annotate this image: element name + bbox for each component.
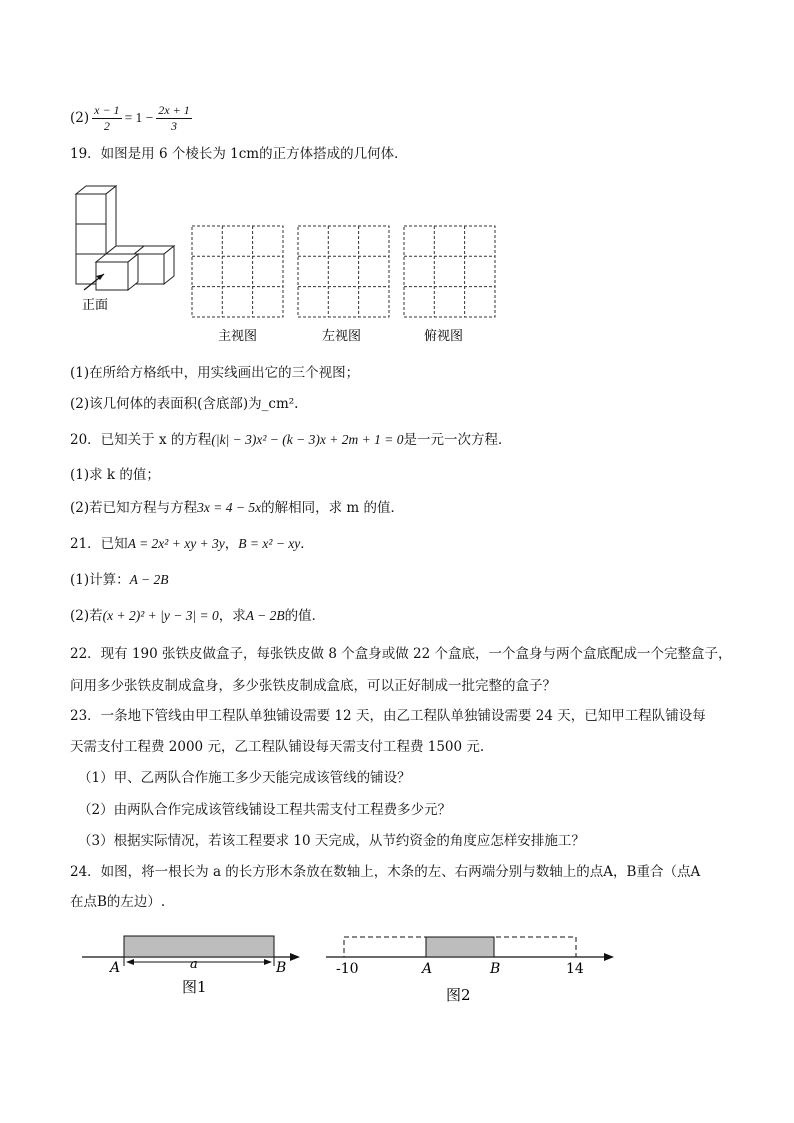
label-right-value: 14 <box>566 961 584 977</box>
grid-label-left: 左视图 <box>322 329 362 344</box>
q18-part2 <box>70 103 754 134</box>
label-a: A <box>110 960 121 976</box>
label-length: a <box>190 957 198 972</box>
q21-expr-b: B = x² − xy <box>238 536 301 551</box>
q20-sub2 <box>70 498 754 518</box>
q21-title-post: ． <box>300 536 314 552</box>
arrow-left-icon <box>126 959 134 965</box>
q20-title <box>70 430 754 450</box>
axis-arrow-icon <box>604 953 614 961</box>
label-b: B <box>276 960 287 976</box>
q19-sub2: (2)该几何体的表面积(含底部)为_cm². <box>70 396 299 412</box>
fraction-rhs <box>156 103 191 134</box>
q21-sub2-expr: (x + 2)² + |y − 3| = 0 <box>102 608 219 623</box>
wood-strip <box>426 937 494 957</box>
q23-sub2: （2）由两队合作完成该管线铺设工程共需支付工程费多少元？ <box>78 802 452 818</box>
cube-back-2 <box>76 194 106 224</box>
grid-label-top: 俯视图 <box>424 329 464 344</box>
cube-back-1 <box>76 224 106 254</box>
label-a: A <box>422 961 433 977</box>
q24-figure-2 <box>322 930 622 1010</box>
axis-arrow-icon <box>290 953 300 961</box>
q23-line2: 天需支付工程费 2000 元，乙工程队铺设每天需支付工程费 1500 元. <box>70 739 485 755</box>
grid-front-view <box>192 226 283 317</box>
view-grids <box>192 226 495 317</box>
q23-sub3: （3）根据实际情况，若该工程要求 10 天完成，从节约资金的角度应怎样安排施工？ <box>78 833 585 849</box>
q21-sub2 <box>70 606 754 626</box>
q20-sub2-equation: 3x = 4 − 5x <box>197 500 262 515</box>
label-b: B <box>490 961 501 977</box>
cube-stack <box>76 186 174 290</box>
cube-side-face <box>106 186 116 254</box>
q22-line1: 22．现有 190 张铁皮做盒子，每张铁皮做 8 个盒身或做 22 个盒底，一个盒身与两个盒底配成一个完整盒子， <box>70 646 732 662</box>
fraction-numerator: x − 1 <box>94 103 120 117</box>
q18-part2-label: (2) <box>70 110 90 126</box>
caption-fig2: 图2 <box>446 986 471 1004</box>
q24-figure-1 <box>78 930 308 1000</box>
q21-sub2-mid: ，求 <box>218 608 246 624</box>
arrow-right-icon <box>264 959 272 965</box>
q21-sub1 <box>70 570 754 590</box>
q20-sub2-pre: (2)若已知方程与方程 <box>70 500 198 516</box>
q21-title <box>70 534 754 554</box>
q20-sub1: (1)求 k 的值； <box>70 467 160 483</box>
q21-sub1-expr: A − 2B <box>129 572 169 587</box>
q21-expr-a: A = 2x² + xy + 3y <box>127 536 225 551</box>
q19-title: 19．如图是用 6 个棱长为 1cm的正方体搭成的几何体． <box>70 146 408 162</box>
q20-title-post: 是一元一次方程． <box>403 432 512 448</box>
q24-line2: 在点B的左边）. <box>70 894 166 910</box>
label-left-value: -10 <box>336 961 359 977</box>
equation-middle: = 1 − <box>124 110 154 125</box>
fraction-denominator: 2 <box>103 119 110 133</box>
q19-figure <box>70 180 570 350</box>
q23-line1: 23．一条地下管线由甲工程队单独铺设需要 12 天，由乙工程队单独铺设需要 24 天，已知甲工程队铺设每 <box>70 708 706 724</box>
grid-top-view <box>404 226 495 317</box>
q20-sub2-post: 的解相同，求 m 的值． <box>261 500 404 516</box>
front-label: 正面 <box>82 298 109 313</box>
q21-title-pre: 21．已知 <box>70 536 128 552</box>
q20-equation: (|k| − 3)x² − (k − 3)x + 2m + 1 = 0 <box>211 432 404 447</box>
q21-sub2-pre: (2)若 <box>70 608 103 624</box>
q21-sub2-expr2: A − 2B <box>245 608 285 623</box>
wood-strip <box>124 936 274 957</box>
q21-sub1-pre: (1)计算： <box>70 572 130 588</box>
q24-line1: 24．如图，将一根长为 a 的长方形木条放在数轴上，木条的左、右两端分别与数轴上的点A，B重合（点A <box>70 864 701 880</box>
fraction-numerator: 2x + 1 <box>158 103 190 117</box>
fraction-lhs <box>92 103 121 134</box>
q19-sub1: (1)在所给方格纸中，用实线画出它的三个视图； <box>70 365 360 381</box>
grid-label-front: 主视图 <box>218 329 258 344</box>
fraction-denominator: 3 <box>171 119 178 133</box>
q23-sub1: （1）甲、乙两队合作施工多少天能完成该管线的铺设？ <box>78 770 411 786</box>
q21-sep: ， <box>224 536 239 552</box>
grid-left-view <box>298 226 389 317</box>
q20-title-pre: 20．已知关于 x 的方程 <box>70 432 212 448</box>
q22-line2: 问用多少张铁皮制成盒身，多少张铁皮制成盒底，可以正好制成一批完整的盒子？ <box>70 678 556 694</box>
q21-sub2-post: 的值． <box>284 608 326 624</box>
caption-fig1: 图1 <box>182 978 207 996</box>
